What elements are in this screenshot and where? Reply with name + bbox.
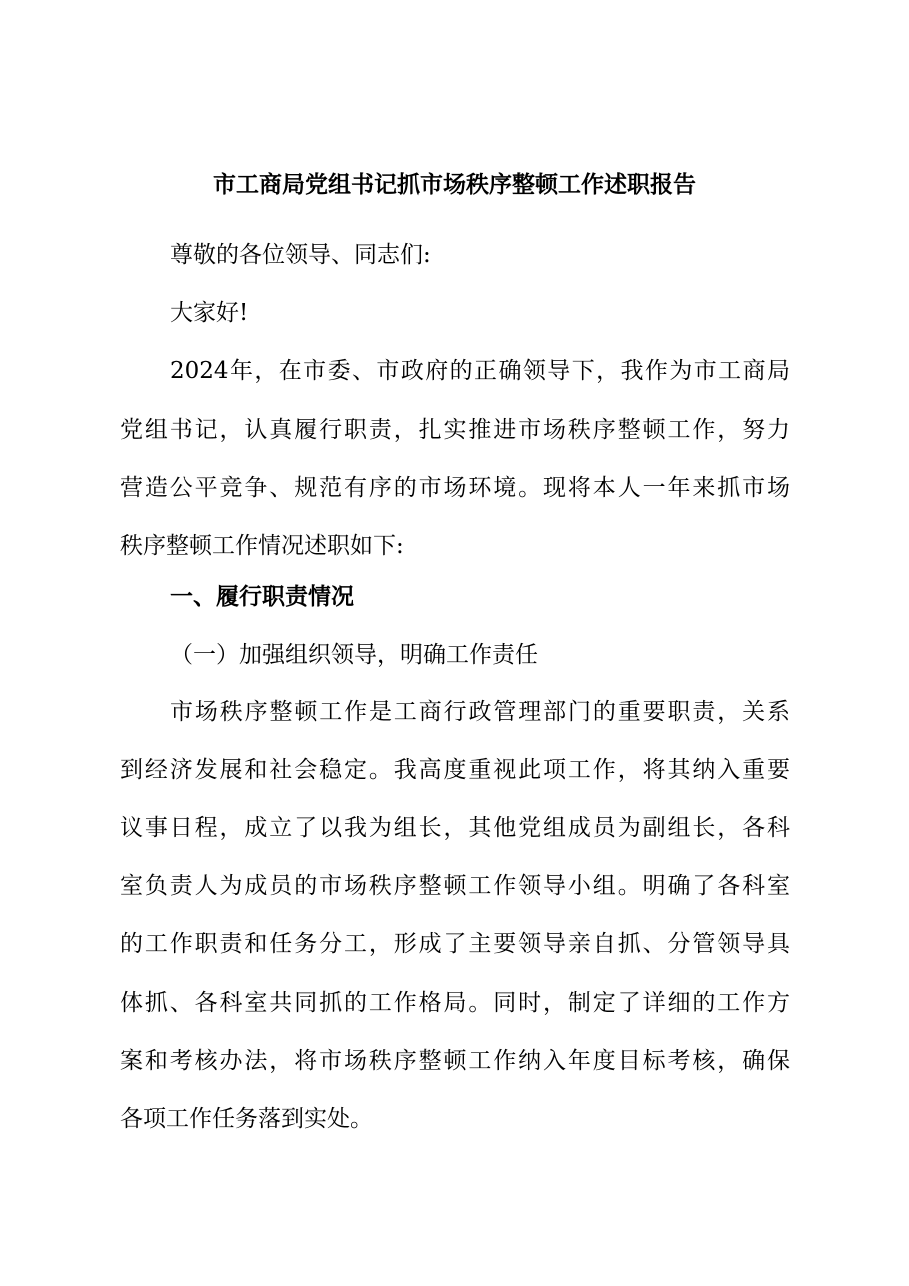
document-title: 市工商局党组书记抓市场秩序整顿工作述职报告 bbox=[213, 171, 696, 198]
intro-line: 秩序整顿工作情况述职如下: bbox=[120, 533, 404, 559]
paragraph-line: 市场秩序整顿工作是工商行政管理部门的重要职责，关系 bbox=[170, 699, 790, 725]
intro-line: 党组书记，认真履行职责，扎实推进市场秩序整顿工作，努力 bbox=[120, 417, 790, 443]
paragraph-line: 案和考核办法，将市场秩序整顿工作纳入年度目标考核，确保 bbox=[120, 1048, 790, 1074]
paragraph-line: 议事日程，成立了以我为组长，其他党组成员为副组长，各科 bbox=[120, 815, 790, 841]
subsection-heading: （一）加强组织领导，明确工作责任 bbox=[170, 642, 538, 668]
greeting: 大家好! bbox=[170, 300, 249, 326]
intro-line: 2024年，在市委、市政府的正确领导下，我作为市工商局 bbox=[170, 358, 790, 384]
paragraph-line: 的工作职责和任务分工，形成了主要领导亲自抓、分管领导具 bbox=[120, 931, 790, 957]
paragraph-line: 到经济发展和社会稳定。我高度重视此项工作，将其纳入重要 bbox=[120, 757, 790, 783]
paragraph-line: 各项工作任务落到实处。 bbox=[120, 1106, 373, 1132]
salutation: 尊敬的各位领导、同志们: bbox=[170, 242, 431, 268]
paragraph-line: 室负责人为成员的市场秩序整顿工作领导小组。明确了各科室 bbox=[120, 873, 790, 899]
intro-line: 营造公平竞争、规范有序的市场环境。现将本人一年来抓市场 bbox=[120, 475, 790, 501]
paragraph-line: 体抓、各科室共同抓的工作格局。同时，制定了详细的工作方 bbox=[120, 990, 790, 1016]
section-heading: 一、履行职责情况 bbox=[170, 584, 354, 610]
